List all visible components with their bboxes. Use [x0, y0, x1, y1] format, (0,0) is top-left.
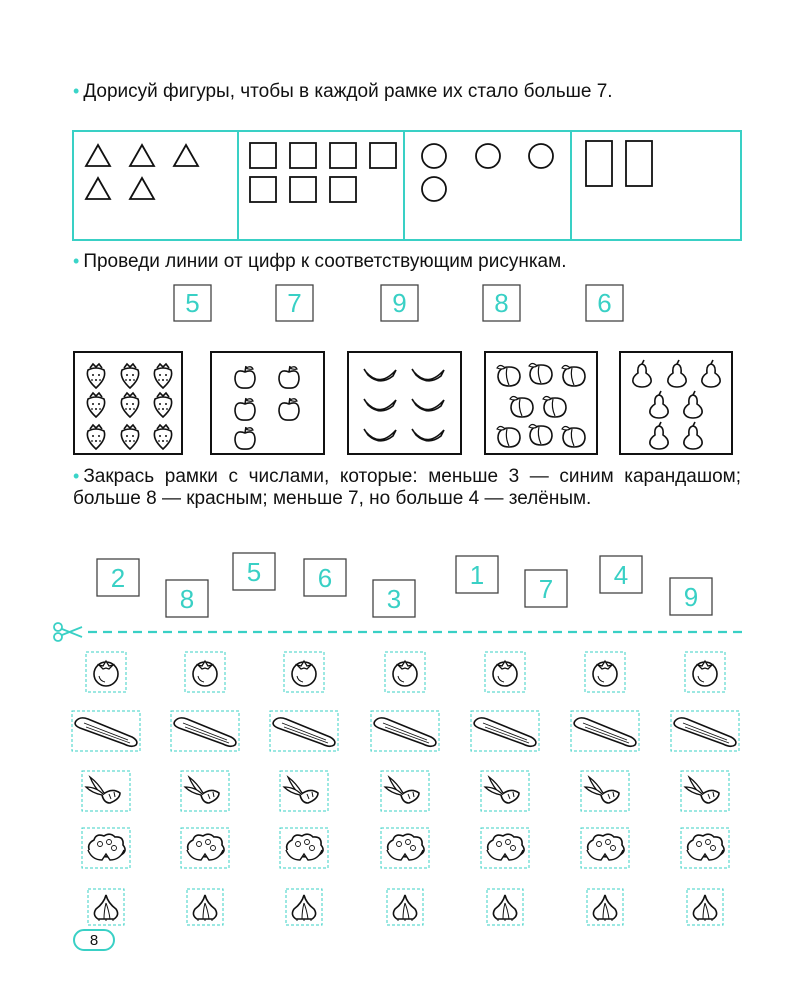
task-2-text: Проведи линии от цифр к соответствующим рисункам.: [83, 251, 567, 272]
cucumber-icon: [674, 718, 736, 746]
cutout-card-carrot[interactable]: [280, 771, 328, 811]
task-1-text: Дорисуй фигуры, чтобы в каждой рамке их стало больше 7.: [83, 81, 613, 102]
page-number-badge: [74, 930, 114, 950]
number-5-label: 5: [185, 288, 200, 318]
tomato-icon: [593, 661, 617, 686]
carrot-icon: [86, 777, 120, 803]
strawberry-icon: [87, 364, 171, 449]
cutout-card-cucumber[interactable]: [471, 711, 539, 751]
cutout-card-tomato[interactable]: [585, 652, 625, 692]
cutout-card-cauliflower[interactable]: [581, 828, 629, 868]
cutout-card-carrot[interactable]: [681, 771, 729, 811]
match-numbers: [174, 285, 623, 321]
cutout-card-tomato[interactable]: [185, 652, 225, 692]
scissors-icon: [54, 623, 82, 641]
cutout-card-carrot[interactable]: [82, 771, 130, 811]
carrot-icon: [385, 777, 419, 803]
color-number-8: 8: [179, 584, 195, 614]
cucumber-icon: [273, 718, 335, 746]
number-7-label: 7: [287, 288, 302, 318]
garlic-icon: [393, 895, 416, 921]
picture-box-strawberries[interactable]: [74, 352, 182, 454]
color-box-1[interactable]: [456, 556, 498, 593]
number-9-label: 9: [392, 288, 407, 318]
tomato-icon: [94, 661, 118, 686]
task-3-instruction: • Закрась рамки с числами, которые: меньше 3 — синим карандашом; больше 8 — красным; меньше 7, но больше 4 — зелёным.: [73, 466, 741, 509]
task-2-instruction: • Проведи линии от цифр к соответствующим рисункам.: [73, 251, 567, 272]
carrot-icon: [585, 777, 619, 803]
cutout-card-tomato[interactable]: [485, 652, 525, 692]
number-box-8[interactable]: [483, 285, 520, 321]
number-box-5[interactable]: [174, 285, 211, 321]
number-6-label: 6: [597, 288, 612, 318]
carrot-icon: [485, 777, 519, 803]
color-number-4: 4: [613, 560, 629, 590]
color-numbers: [97, 553, 712, 617]
color-number-9: 9: [683, 582, 699, 612]
garlic-icon: [693, 895, 716, 921]
color-box-7[interactable]: [525, 570, 567, 607]
cutout-card-tomato[interactable]: [685, 652, 725, 692]
cutout-card-carrot[interactable]: [481, 771, 529, 811]
cutout-card-garlic[interactable]: [187, 889, 223, 925]
garlic-icon: [94, 895, 117, 921]
garlic-icon: [493, 895, 516, 921]
color-number-3: 3: [386, 584, 402, 614]
garlic-icon: [593, 895, 616, 921]
task-3-text: Закрась рамки с числами, которые: меньше 3 — синим карандашом; больше 8 — красным; меньше 7, но больше 4 — зелёным.: [73, 466, 741, 509]
cauliflower-icon: [286, 834, 323, 860]
tomato-icon: [292, 661, 316, 686]
cutout-card-carrot[interactable]: [181, 771, 229, 811]
number-box-6[interactable]: [586, 285, 623, 321]
cutout-card-cucumber[interactable]: [571, 711, 639, 751]
cutout-card-tomato[interactable]: [86, 652, 126, 692]
cutout-card-garlic[interactable]: [487, 889, 523, 925]
color-number-6: 6: [317, 563, 333, 593]
squares-box[interactable]: [250, 143, 396, 202]
cucumber-icon: [374, 718, 436, 746]
cauliflower-icon: [687, 834, 724, 860]
cauliflower-icon: [487, 834, 524, 860]
garlic-icon: [292, 895, 315, 921]
cutout-card-cucumber[interactable]: [270, 711, 338, 751]
color-box-3[interactable]: [373, 580, 415, 617]
garlic-icon: [193, 895, 216, 921]
tomato-icon: [693, 661, 717, 686]
rectangles-box[interactable]: [586, 141, 652, 186]
cut-line: [54, 623, 742, 641]
cutout-card-garlic[interactable]: [387, 889, 423, 925]
picture-box-bananas[interactable]: [348, 352, 461, 454]
cutout-card-cauliflower[interactable]: [481, 828, 529, 868]
tomato-icon: [493, 661, 517, 686]
cutout-card-cucumber[interactable]: [371, 711, 439, 751]
cutout-card-cucumber[interactable]: [671, 711, 739, 751]
color-box-2[interactable]: [97, 559, 139, 596]
cutout-card-garlic[interactable]: [286, 889, 322, 925]
carrot-icon: [685, 777, 719, 803]
color-number-7: 7: [538, 574, 554, 604]
cauliflower-icon: [387, 834, 424, 860]
picture-box-peaches[interactable]: [485, 352, 597, 454]
cutout-card-cauliflower[interactable]: [280, 828, 328, 868]
number-8-label: 8: [494, 288, 509, 318]
cucumber-icon: [174, 718, 236, 746]
cutout-card-cauliflower[interactable]: [681, 828, 729, 868]
picture-box-apples[interactable]: [211, 352, 324, 454]
color-box-8[interactable]: [166, 580, 208, 617]
cutout-card-cauliflower[interactable]: [181, 828, 229, 868]
cutout-grid: [72, 652, 739, 925]
cutout-card-garlic[interactable]: [88, 889, 124, 925]
task-1-instruction: • Дорисуй фигуры, чтобы в каждой рамке их стало больше 7.: [73, 81, 613, 102]
tomato-icon: [193, 661, 217, 686]
color-box-5[interactable]: [233, 553, 275, 590]
cucumber-icon: [574, 718, 636, 746]
cutout-card-cucumber[interactable]: [72, 711, 140, 751]
circles-box[interactable]: [422, 144, 553, 201]
cutout-card-cauliflower[interactable]: [82, 828, 130, 868]
cutout-card-garlic[interactable]: [587, 889, 623, 925]
cucumber-icon: [75, 718, 137, 746]
shapes-table: [73, 131, 741, 240]
color-box-4[interactable]: [600, 556, 642, 593]
cutout-card-cauliflower[interactable]: [381, 828, 429, 868]
color-box-6[interactable]: [304, 559, 346, 596]
color-box-9[interactable]: [670, 578, 712, 615]
cutout-card-carrot[interactable]: [581, 771, 629, 811]
carrot-icon: [284, 777, 318, 803]
cutout-card-garlic[interactable]: [687, 889, 723, 925]
tomato-icon: [393, 661, 417, 686]
picture-box-pears[interactable]: [620, 352, 732, 454]
color-number-1: 1: [469, 560, 485, 590]
cutout-card-tomato[interactable]: [385, 652, 425, 692]
carrot-icon: [185, 777, 219, 803]
cucumber-icon: [474, 718, 536, 746]
number-box-9[interactable]: [381, 285, 418, 321]
number-box-7[interactable]: [276, 285, 313, 321]
cauliflower-icon: [187, 834, 224, 860]
color-number-5: 5: [246, 557, 262, 587]
cutout-card-carrot[interactable]: [381, 771, 429, 811]
cauliflower-icon: [587, 834, 624, 860]
page-number: 8: [89, 932, 99, 949]
cauliflower-icon: [88, 834, 125, 860]
picture-boxes: [74, 352, 732, 454]
color-number-2: 2: [110, 563, 126, 593]
cutout-card-cucumber[interactable]: [171, 711, 239, 751]
cutout-card-tomato[interactable]: [284, 652, 324, 692]
triangles-box[interactable]: [86, 145, 198, 199]
